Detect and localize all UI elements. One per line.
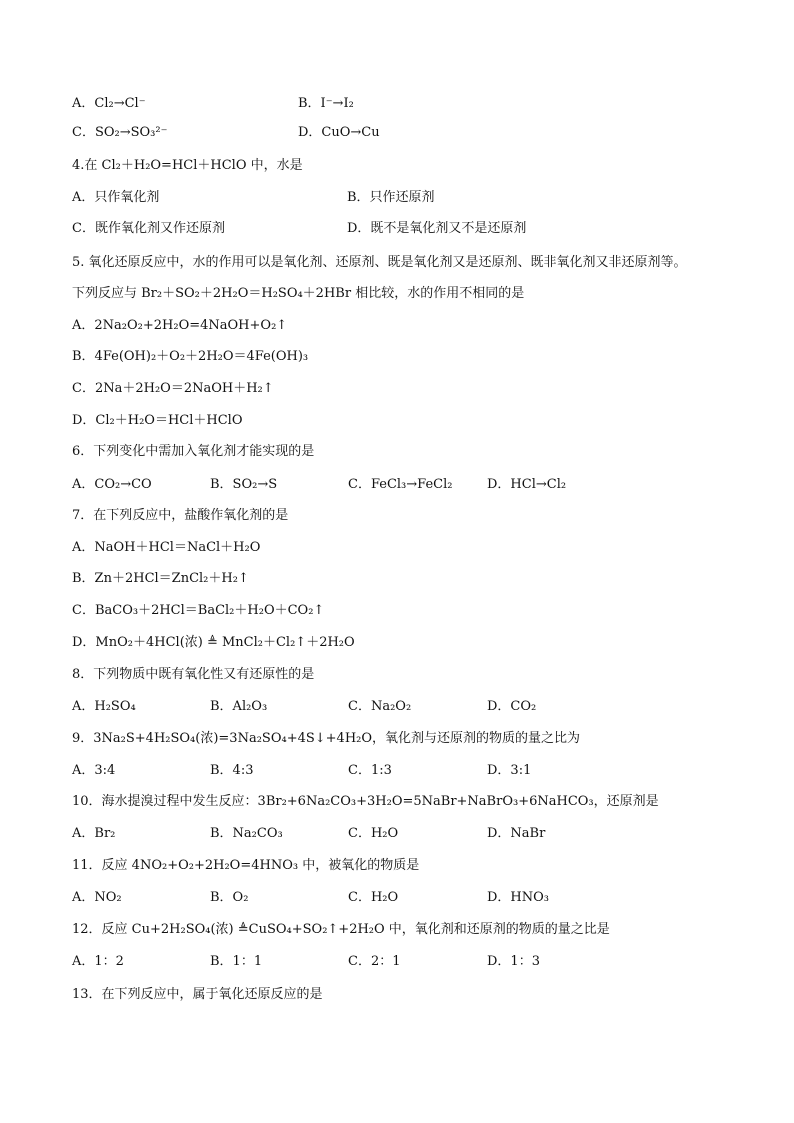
q3-option-d: D．CuO→Cu bbox=[298, 125, 380, 140]
q6-option-a: A．CO₂→CO bbox=[72, 477, 152, 492]
q11-stem: 11．反应 4NO₂+O₂+2H₂O=4HNO₃ 中，被氧化的物质是 bbox=[72, 858, 420, 873]
q9-option-a: A．3:4 bbox=[72, 763, 116, 778]
q3-option-a: A．Cl₂→Cl⁻ bbox=[72, 96, 146, 111]
q8-option-b: B．Al₂O₃ bbox=[210, 699, 268, 714]
q4-option-d: D．既不是氧化剂又不是还原剂 bbox=[347, 221, 527, 236]
q9-option-b: B．4:3 bbox=[210, 763, 254, 778]
q6-stem: 6．下列变化中需加入氧化剂才能实现的是 bbox=[72, 444, 315, 459]
q12-option-c: C．2：1 bbox=[348, 954, 401, 969]
q4-stem: 4.在 Cl₂＋H₂O=HCl＋HClO 中，水是 bbox=[72, 158, 303, 173]
q4-option-a: A．只作氧化剂 bbox=[72, 190, 160, 205]
q10-option-c: C．H₂O bbox=[348, 826, 399, 841]
q9-option-d: D．3:1 bbox=[487, 763, 532, 778]
q5-stem-line1: 5. 氧化还原反应中，水的作用可以是氧化剂、还原剂、既是氧化剂又是还原剂、既非氧化剂又非还原剂等。 bbox=[72, 255, 687, 270]
q5-option-d: D．Cl₂＋H₂O＝HCl＋HClO bbox=[72, 413, 243, 428]
q7-stem: 7．在下列反应中，盐酸作氧化剂的是 bbox=[72, 508, 289, 523]
q10-option-d: D．NaBr bbox=[487, 826, 546, 841]
q11-option-c: C．H₂O bbox=[348, 890, 399, 905]
q7-option-c: C．BaCO₃＋2HCl＝BaCl₂＋H₂O＋CO₂↑ bbox=[72, 603, 325, 618]
q10-option-b: B．Na₂CO₃ bbox=[210, 826, 283, 841]
q12-option-a: A．1：2 bbox=[72, 954, 124, 969]
q5-option-b: B．4Fe(OH)₂＋O₂＋2H₂O＝4Fe(OH)₃ bbox=[72, 349, 309, 364]
q12-stem: 12．反应 Cu+2H₂SO₄(浓) ≜CuSO₄+SO₂↑+2H₂O 中，氧化剂和还原剂的物质的量之比是 bbox=[72, 922, 610, 937]
q8-option-c: C．Na₂O₂ bbox=[348, 699, 412, 714]
q11-option-a: A．NO₂ bbox=[72, 890, 122, 905]
q6-option-c: C．FeCl₃→FeCl₂ bbox=[348, 477, 453, 492]
q6-option-b: B．SO₂→S bbox=[210, 477, 278, 492]
q11-option-b: B．O₂ bbox=[210, 890, 249, 905]
q8-option-a: A．H₂SO₄ bbox=[72, 699, 136, 714]
q13-stem: 13．在下列反应中，属于氧化还原反应的是 bbox=[72, 987, 323, 1002]
q10-stem: 10．海水提溴过程中发生反应：3Br₂+6Na₂CO₃+3H₂O=5NaBr+NaBrO₃+6NaHCO₃，还原剂是 bbox=[72, 794, 659, 809]
q5-stem-line2: 下列反应与 Br₂＋SO₂＋2H₂O＝H₂SO₄＋2HBr 相比较，水的作用不相同的是 bbox=[72, 286, 525, 301]
q3-option-c: C．SO₂→SO₃²⁻ bbox=[72, 125, 168, 140]
q10-option-a: A．Br₂ bbox=[72, 826, 116, 841]
q4-option-c: C．既作氧化剂又作还原剂 bbox=[72, 221, 225, 236]
q9-stem: 9．3Na₂S+4H₂SO₄(浓)=3Na₂SO₄+4S↓+4H₂O，氧化剂与还原剂的物质的量之比为 bbox=[72, 731, 581, 746]
q7-option-a: A．NaOH＋HCl＝NaCl＋H₂O bbox=[72, 540, 261, 555]
q12-option-b: B．1：1 bbox=[210, 954, 263, 969]
q5-option-a: A．2Na₂O₂+2H₂O=4NaOH+O₂↑ bbox=[72, 318, 288, 333]
q7-option-b: B．Zn＋2HCl＝ZnCl₂＋H₂↑ bbox=[72, 571, 249, 586]
q12-option-d: D．1：3 bbox=[487, 954, 540, 969]
q8-option-d: D．CO₂ bbox=[487, 699, 537, 714]
q11-option-d: D．HNO₃ bbox=[487, 890, 550, 905]
q6-option-d: D．HCl→Cl₂ bbox=[487, 477, 567, 492]
q8-stem: 8．下列物质中既有氧化性又有还原性的是 bbox=[72, 667, 315, 682]
q3-option-b: B．I⁻→I₂ bbox=[298, 96, 354, 111]
q9-option-c: C．1:3 bbox=[348, 763, 392, 778]
q7-option-d: D．MnO₂＋4HCl(浓) ≜ MnCl₂＋Cl₂↑＋2H₂O bbox=[72, 635, 355, 650]
q5-option-c: C．2Na＋2H₂O＝2NaOH＋H₂↑ bbox=[72, 381, 274, 396]
q4-option-b: B．只作还原剂 bbox=[347, 190, 435, 205]
